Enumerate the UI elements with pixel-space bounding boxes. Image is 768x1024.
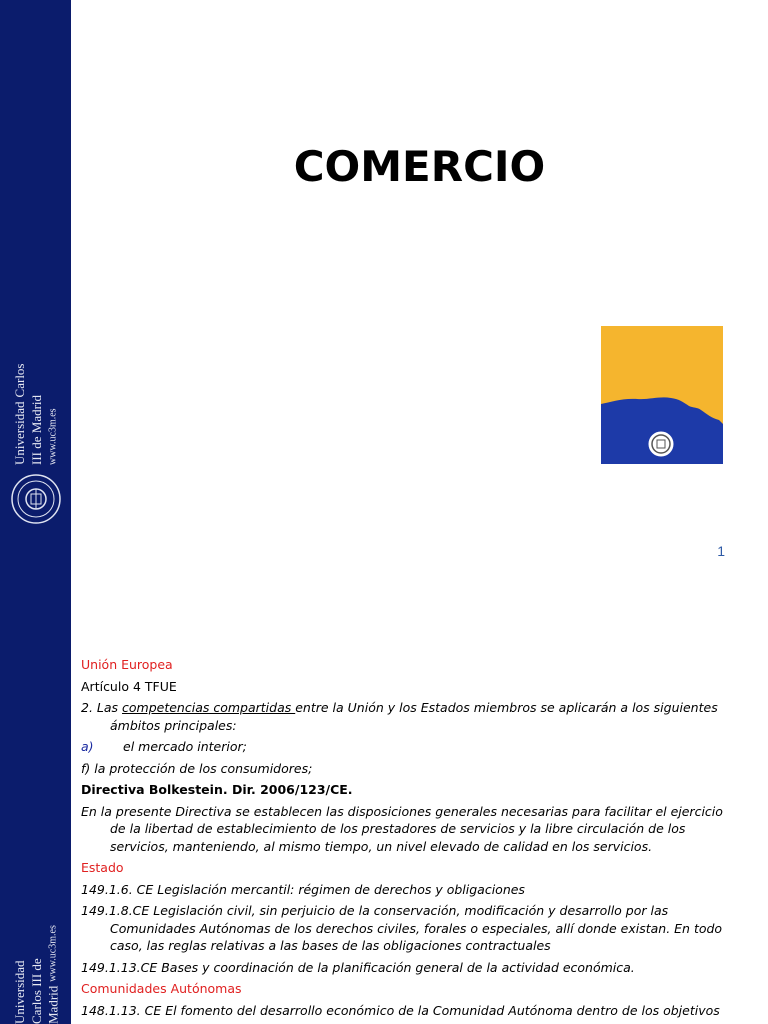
university-website: www.uc3m.es <box>47 408 59 465</box>
list-item-f: f) la protección de los consumidores; <box>81 760 313 776</box>
p2-underlined: competencias compartidas <box>122 700 296 715</box>
item-a-text: el mercado interior; <box>123 739 247 754</box>
heading-comunidades: Comunidades Autónomas <box>81 981 242 996</box>
slide-title: COMERCIO <box>293 142 546 191</box>
art-149-1-8: 149.1.8.CE Legislación civil, sin perjuicio de la conservación, modificación y desarrollo por las Comunidades Autónomas de los derechos civiles, forales o especiales, allí donde existan. En todo caso, las reglas relativas a las bases de las obligaciones contractuales <box>81 903 723 953</box>
art-148-1-13: 148.1.13. CE El fomento del desarrollo económico de la Comunidad Autónoma dentro de los objetivos <box>81 1002 720 1018</box>
university-seal-icon <box>10 473 62 525</box>
university-name-vertical <box>12 350 62 465</box>
page-number: 1 <box>717 543 725 559</box>
articulo-4-tfue: Artículo 4 TFUE <box>81 678 177 694</box>
university-sidebar <box>0 614 71 1024</box>
university-name-vertical <box>12 924 62 1024</box>
p2-prefix: 2. Las <box>81 700 123 715</box>
university-website: www.uc3m.es <box>47 925 59 982</box>
slide-content <box>81 656 731 1023</box>
art-149-1-6: 149.1.6. CE Legislación mercantil: régimen de derechos y obligaciones <box>81 881 525 897</box>
university-line-2: Carlos III de Madrid <box>12 363 44 465</box>
item-a-marker: a) <box>81 739 94 754</box>
university-line-1: Universidad <box>12 960 27 1024</box>
content-slide <box>0 614 768 1024</box>
university-sidebar <box>0 0 71 614</box>
list-item-a <box>81 738 731 756</box>
heading-estado: Estado <box>81 860 124 875</box>
p2-rest: entre la Unión y los Estados miembros se aplicarán a los siguientes ámbitos principales: <box>110 700 718 733</box>
directiva-heading: Directiva Bolkestein. Dir. 2006/123/CE. <box>81 782 353 797</box>
university-line-2: Carlos III de Madrid <box>28 958 61 1024</box>
art-149-1-13: 149.1.13.CE Bases y coordinación de la planificación general de la actividad económica. <box>81 959 635 975</box>
paragraph-2 <box>81 699 731 734</box>
university-logo-icon <box>601 326 723 464</box>
directiva-text: En la presente Directiva se establecen las disposiciones generales necesarias para facilitar el ejercicio de la libertad de establecimiento de los prestadores de servicios y la libre circulación de los servicios, manteniendo, al mismo tiempo, un nivel elevado de calidad en los servicios. <box>81 803 723 854</box>
university-line-1: Universidad <box>12 401 27 465</box>
heading-union-europea: Unión Europea <box>81 657 173 672</box>
